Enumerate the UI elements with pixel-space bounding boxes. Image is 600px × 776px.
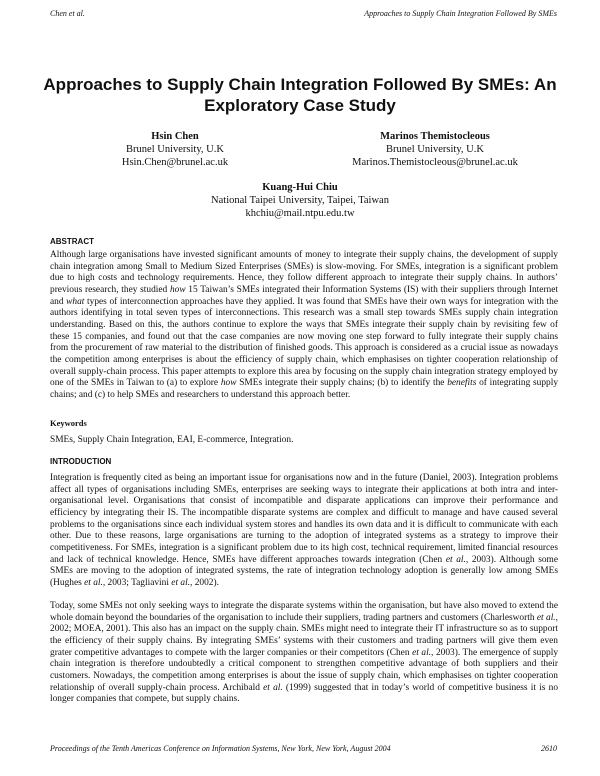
author-email: Marinos.Themistocleous@brunel.ac.uk [352,157,518,168]
author-email: Hsin.Chen@brunel.ac.uk [121,157,229,168]
proceedings-citation: Proceedings of the Tenth Americas Conference on Information Systems, New York, New York, August 2004 [50,744,391,753]
author-block [60,130,290,169]
running-header-authors: Chen et al. [50,9,85,18]
text-run: , 2003). Although some SMEs are moving to the adoption of integrated systems, the rate of integration technology adoption is generally low among SMEs (Hughes [50,554,558,588]
author-name: Kuang-Hui Chiu [262,182,338,193]
author-email: khchiu@mail.ntpu.edu.tw [245,208,355,219]
italic-text-run: how [220,378,237,389]
introduction-heading: INTRODUCTION [50,457,112,466]
body-paragraph [50,601,558,706]
page-footer [50,744,557,753]
text-run: , 2002; MOEA, 2001). This also has an impact on the supply chain. SMEs might need to integrate their IT infrastructure so as to support the efficiency of their supply chains. By integrating SMEs’ systems with their customers and trading partners will give them even grater competitive advantages to compete with the larger companies or their competitors (Chen [50,612,558,658]
author-name: Hsin Chen [151,131,199,142]
text-run: , 2003; Tagliavini [102,577,172,588]
author-name: Marinos Themistocleous [380,131,490,142]
page-number: 2610 [541,744,557,753]
text-run: 15 Taiwan’s SMEs integrated their Information Systems (IS) with their suppliers through Internet and [50,284,558,307]
author-affiliation: Brunel University, U.K [386,144,484,155]
italic-text-run: et al. [84,577,103,588]
text-run: Today, some SMEs not only seeking ways to integrate the disparate systems within the organisation, but have also moved to extend the whole domain beyond the boundaries of the organisation to include their suppliers, trading partners and customers (Charlesworth [50,601,558,623]
text-run: , 2003). The emergence of supply chain integration is therefore undoubtedly a critical component to strengthen competitive advantage of both suppliers and their customers. Nowadays, the competition among enterprises is about the issue of supply chain, which emphasises on tighter cooperation relationship of overall supply-chain process. Archibald [50,647,559,693]
author-affiliation: Brunel University, U.K [126,144,224,155]
body-paragraph [50,473,558,590]
italic-text-run: et al. [412,647,432,658]
keywords-text: SMEs, Supply Chain Integration, EAI, E-commerce, Integration. [50,435,294,445]
author-block [150,181,450,220]
italic-text-run: et al. [445,554,466,565]
running-header [50,9,557,18]
keywords-heading: Keywords [50,418,87,428]
italic-text-run: benefits [447,378,477,389]
running-header-title: Approaches to Supply Chain Integration Followed By SMEs [364,9,557,18]
author-affiliation: National Taipei University, Taipei, Taiwan [211,195,389,206]
text-run: Although large organisations have invested significant amounts of money to integrate their supply chains, the development of supply chain integration among Small to Medium Sized Enterprises (SMEs) is slow-moving. For SMEs, integration is a significant problem due to high costs and technology requirements. Hence, they follow different approach to integrate their supply chains. In authors’ previous research, they studied [50,250,558,295]
author-block [300,130,570,169]
italic-text-run: how [169,284,186,295]
introduction-paragraph-1 [50,473,558,590]
abstract-paragraph [50,250,558,402]
paper-title: Approaches to Supply Chain Integration Followed By SMEs: An Exploratory Case Study [43,75,557,115]
italic-text-run: what [66,296,85,307]
italic-text-run: et al. [171,577,191,588]
italic-text-run: et al. [536,612,556,623]
text-run: , 2002). [190,577,219,588]
introduction-paragraph-2 [50,601,558,706]
text-run: Integration is frequently cited as being an important issue for organisations now and in the future (Daniel, 2003). Integration problems affect all types of organisations including SMEs, enterprises are seeking ways to integrate their applications at both intra and inter-organisational level. Organisations that consist of incompatible and disparate applications can improve their performance and efficiency by integrating their IS. The incompatible disparate systems are complex and difficult to manage and have caused several problems to the organisations since each individual system stores and handles its own data and it is difficult to communicate with each other. Due to these reasons, large organisations are turning to the adoption of integrated systems as a strategy to improve their competitiveness. For SMEs, integration is a significant problem due to its high cost, technical requirement, limited financial resources and lack of technical knowledge. Hence, SMEs have different approaches towards integration (Chen [50,473,558,565]
abstract-heading: ABSTRACT [50,237,94,246]
text-run: SMEs integrate their supply chains; (b) to identify the [236,378,448,389]
abstract-text [50,250,558,402]
text-run: (1999) suggested that in today’s world of competitive business it is no longer companies that compete, but supply chains. [50,682,559,705]
italic-text-run: et al. [263,682,283,693]
text-run: types of interconnection approaches have they applied. It was found that SMEs have their own ways for integration with the authors identifying in total seven types of interconnections. This research was a small step towards SMEs supply chain integration understanding. Based on this, the authors continue to explore the ways that SMEs integrate their supply chain by revisiting few of these 15 companies, and found out that the case companies are now moving one step forward to fully integrate their supply chains from the procurement of raw material to the distribution of finished goods. This approach is considered as a crucial issue as nowadays the competition among enterprises is about the efficiency of supply chain, which emphasises on tighter cooperation relationship of overall supply-chain process. This paper attempts to explore this area by focusing on the supply chain integration strategy employed by one of the SMEs in Taiwan to (a) to explore [50,296,558,389]
text-run: of integrating supply chains; and (c) to help SMEs and researchers to understand this approach better. [50,378,559,400]
